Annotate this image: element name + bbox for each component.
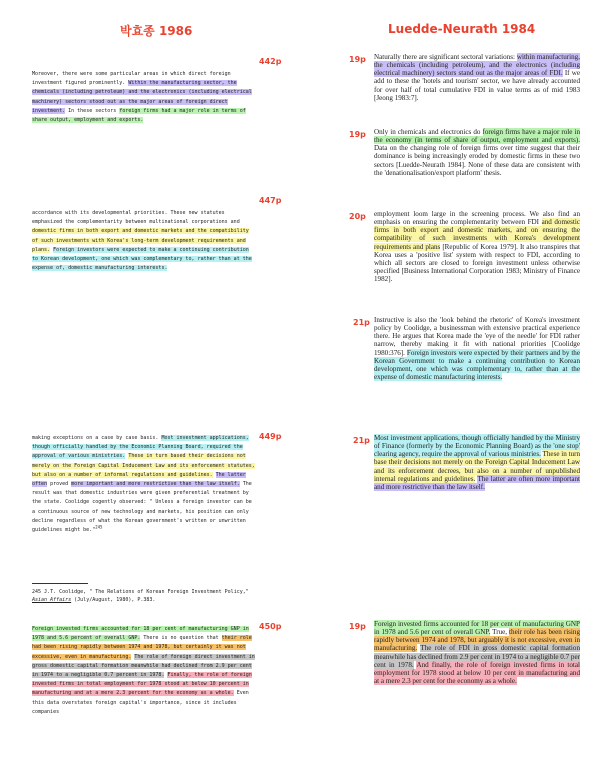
highlighted-text: Foreign investors were expected to make a continuing contribution to Korean development, one which was complementary to, rather than at the expense of, domestic manufacturing interests. (32, 246, 252, 272)
footnote-rule (32, 583, 88, 584)
text-run: There is no question that (140, 635, 222, 642)
highlighted-text: Foreign invested firms accounted for 18 per cent of manufacturing GNP in 1978 and 5.6 percent of overall GNP. (32, 626, 249, 642)
footnote-text: J.T. Coolidge, " The Relations of Korean Foreign Investment Policy," (44, 589, 249, 595)
text-run: proved (47, 481, 72, 488)
highlighted-text: Foreign invested firms accounted for 18 per cent of manufacturing GNP in 1978 and 5.6 per cent of overall GNP. (374, 620, 580, 637)
highlighted-text: within manufacturing, the chemicals (including petroleum), and the electronics (including electrical machinery) sectors stand out as the major areas of FDI. (374, 53, 580, 78)
text-run: If we add to these the 'hotels and tourism' sector, we have already accounted for over half of total cumulative FDI in value terms as of mid 1983 [Jeong 1983:7]. (374, 69, 580, 102)
text-run: Naturally there are significant sectoral variations: (374, 53, 517, 61)
highlighted-text: their role had been rising rapidly between 1974 and 1978, but certainly it was not excessive, even in manufacturing. (32, 635, 252, 660)
text-run: employment loom large in the screening process. We also find an emphasis on ensuring the complementarity between FDI (374, 210, 580, 227)
text-run: Moreover, there were some particular areas in which direct foreign investment figured prominently. (32, 71, 231, 87)
text-run: making exceptions on a case by case basis. (32, 435, 162, 441)
highlighted-text: The role of FDI in gross domestic capital formation meanwhile has declined from 2.9 per cent in 1974 to a negligible 0.7 per cent in 1978. (374, 644, 580, 669)
text-run: accordance with its developmental priorities. These new statutes emphasized the complementarity between multinational corporations and (32, 210, 240, 226)
highlighted-text: And finally, the role of foreign invested firms in total employment for 1978 stood at below 10 per cent in manufacturing and at a mere 2.3 per cent for the economy as a whole. (374, 660, 580, 686)
text-run: Data on the changing role of foreign firms over time suggest that their dominance is being increasingly eroded by domestic firms in these two sectors [Luedde-Neurath 1984]. None of these data are consistent with the 'denationalisation/export platform' thesis. (374, 144, 580, 177)
left-page-label: 447p (259, 196, 282, 205)
right-excerpt (374, 128, 580, 177)
highlighted-text: Finally, the role of foreign invested firms in total employment for 1978 stood at below 10 percent in manufacturing and at a mere 2.3 percent for the economy as a whole. (32, 672, 252, 697)
highlighted-text: Most investment applications, though officially handled by the Ministry of Finance (formerly by the Economic Planning Board) as the 'one stop' clearing agency, require the approval of various ministries. (374, 434, 580, 459)
text-run: The result was that domestic industries were given preferential treatment by the state. Coolidge cogently observed: " Unless a foreign investor can be a continuous source of new technology and markets, his position can only decline regardless of what the Korean government's written or unwritten guidelines might be." (32, 481, 252, 534)
text-run: In these sectors (65, 107, 120, 114)
footnote-number: 245 (32, 589, 42, 595)
footnote (32, 588, 256, 604)
highlighted-text: their role has been rising rapidly between 1974 and 1978, but arguably it is not excessive, even in manufacturing. (374, 628, 580, 653)
highlighted-text: Foreign investors were expected by their partners and by the Korean Government to make a continuing contribution to Korean development, one which was complementary to, rather than at the expense of domestic manufacturing interests. (374, 348, 580, 382)
left-page-label: 442p (259, 57, 282, 66)
highlighted-text: Most investment applications, though officially handled by the Economic Planning Board, required the approval of various ministries. (32, 435, 249, 460)
highlighted-text: Within the manufacturing sector, the chemicals (including petroleum) and the electronics (including electrical machinery) sectors stood out as the major areas of foreign direct investment. (32, 80, 252, 114)
highlighted-text: and domestic firms in both export and domestic markets, and on ensuring the compatibility of such investments with Korea's development requirements and plans (374, 218, 580, 251)
right-excerpt (374, 316, 580, 381)
highlighted-text: more important and more restrictive than the law itself. (71, 481, 240, 488)
right-page-label: 19p (349, 622, 366, 631)
footnote-marker: 245 (95, 524, 103, 530)
left-excerpt (32, 209, 256, 273)
highlighted-text: The latter are often more important and more restrictive than the law itself. (374, 474, 580, 491)
text-run: Instructive is also the 'look behind the rhetoric' of Korea's investment policy by Coolidge, a businessman with extensive practical experience there. He argues that Korea made the 'eye of the needle' for FDI rather narrow, thereby making it fit with national priorities [Coolidge 1980:376]. (374, 316, 580, 357)
right-excerpt (374, 434, 580, 491)
left-excerpt (32, 625, 256, 717)
left-excerpt (32, 70, 256, 125)
highlighted-text: These in turn base their decisions not merely on the Foreign Capital Inducement Law and its enforcement decrees, but also on a number of unpublished internal regulations and guidelines. (374, 450, 581, 483)
highlighted-text: The role of foreign direct investment in gross domestic capital formation meanwhile had declined from 2.9 per cent in 1974 to a negligible 0.7 percent in 1978. (32, 653, 255, 679)
right-page-label: 19p (349, 130, 366, 139)
right-excerpt (374, 210, 580, 283)
highlighted-text: The latter often (32, 471, 246, 488)
footnote-tail: (July/August, 1980), P.383. (74, 597, 156, 603)
highlighted-text: foreign firms have a major role in the economy (in terms of share of output, employment and exports). (374, 128, 580, 145)
right-excerpt (374, 620, 580, 685)
text-run: [Republic of Korea 1979]. It also transpires that Korea uses a 'positive list' system with respect to FDI, according to which all sectors are closed to foreign investment unless otherwise specified [Business International Corporation 1983; Ministry of Finance 1982]. (374, 242, 580, 284)
footnote-journal: Asian Affairs (32, 597, 72, 603)
left-column-header: 박효종 1986 (120, 24, 193, 38)
left-page-label: 450p (259, 622, 282, 631)
right-page-label: 21p (353, 436, 370, 445)
text-run: Even this data overstates foreign capital's importance, since it includes companies (32, 690, 249, 715)
highlighted-text: domestic firms in both export and domestic markets and the compatibility of such investments with Korea's long-term development requirements and plans. (32, 228, 249, 253)
right-page-label: 21p (353, 318, 370, 327)
right-page-label: 20p (349, 212, 366, 221)
text-run: Only in chemicals and electronics do (374, 128, 483, 136)
left-page-label: 449p (259, 432, 282, 441)
right-column-header: Luedde-Neurath 1984 (388, 22, 536, 36)
right-excerpt (374, 53, 580, 102)
left-excerpt (32, 434, 256, 535)
highlighted-text: foreign firms had a major role in terms of share output, employment and exports. (32, 107, 246, 124)
text-run: True, (490, 628, 510, 637)
highlighted-text: These in turn based their decisions not merely on the Foreign Capital Inducement Law and its enforcement statutes, but also on a number of informal regulations and guidelines. (32, 453, 255, 478)
right-page-label: 19p (349, 55, 366, 64)
